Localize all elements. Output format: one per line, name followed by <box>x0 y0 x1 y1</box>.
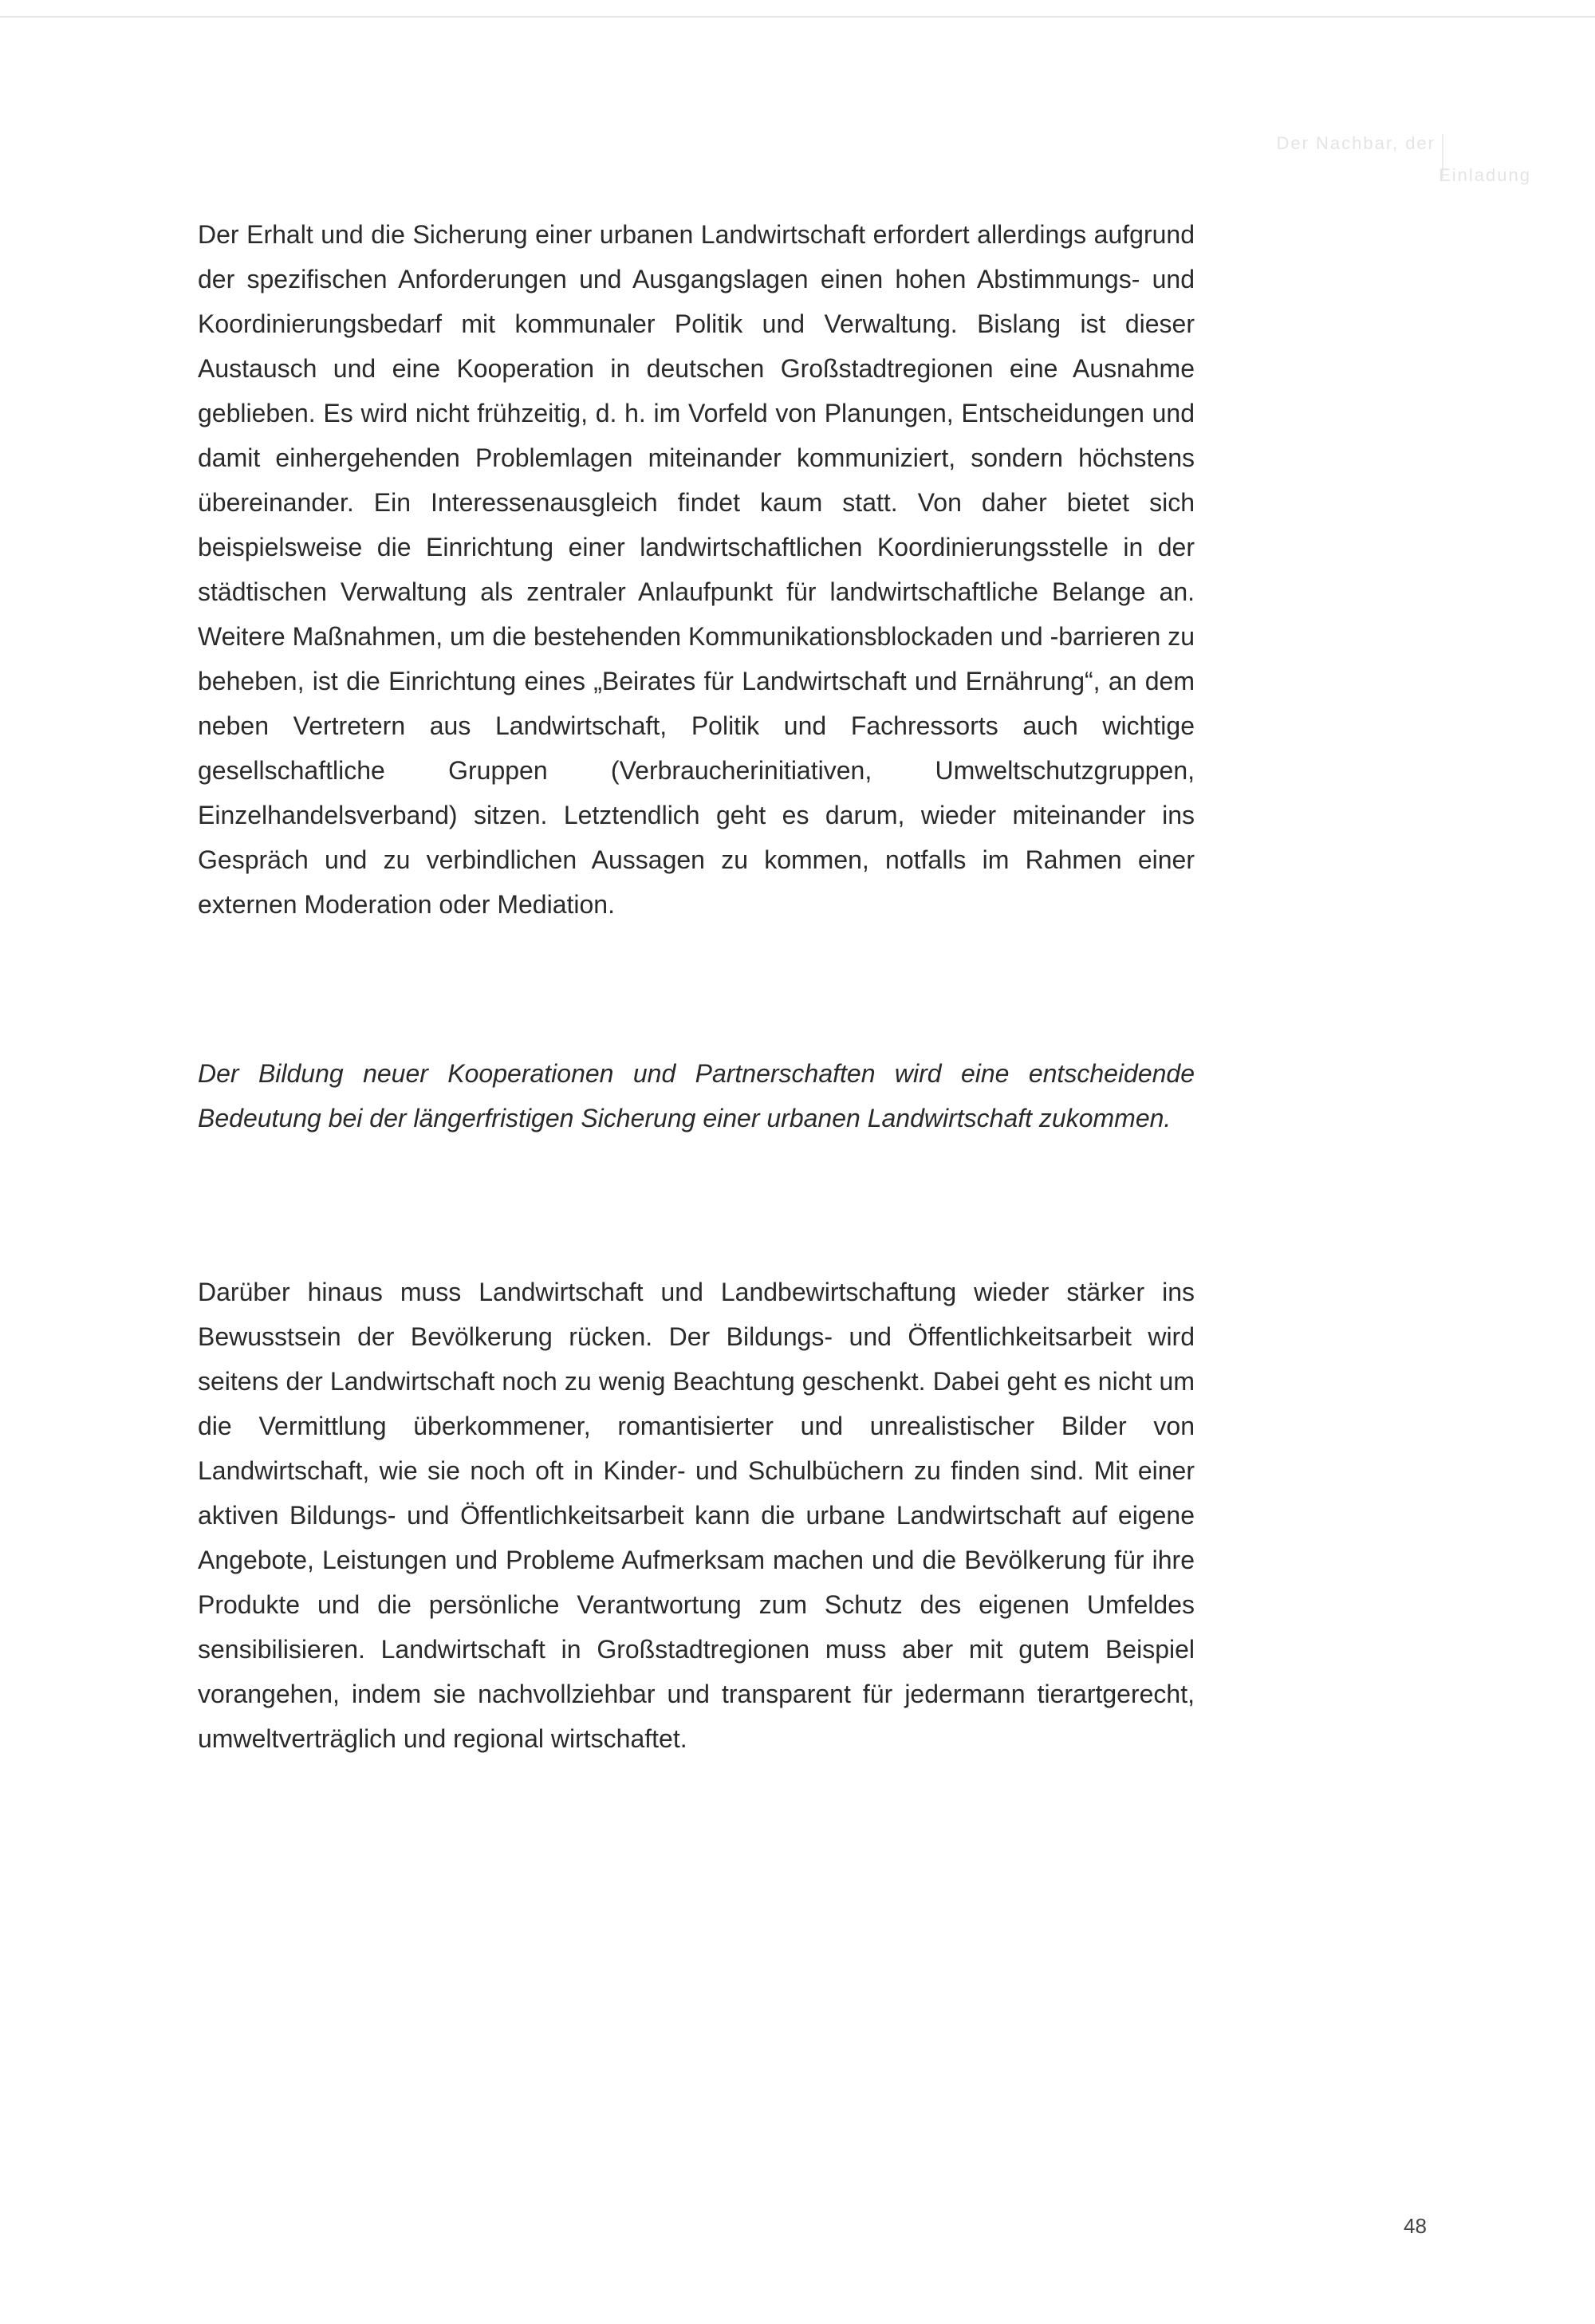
page-number: 48 <box>1404 2214 1427 2238</box>
paragraph-public-education: Darüber hinaus muss Landwirtschaft und Landbewirtschaftung wieder stärker ins Bewusstsein der Bevölkerung rücken. Der Bildungs- und Öffentlichkeitsarbeit wird seitens der Landwirtschaft noch zu wenig Beachtung geschenkt. Dabei geht es nicht um die Vermittlung überkommener, romantisierter und unrealistischer Bilder von Landwirtschaft, wie sie noch oft in Kinder- und Schulbüchern zu finden sind. Mit einer aktiven Bildungs- und Öffentlichkeitsarbeit kann die urbane Landwirtschaft auf eigene Angebote, Leistungen und Probleme Aufmerksam machen und die Bevölkerung für ihre Produkte und die persönliche Verantwortung zum Schutz des eigenen Umfeldes sensibilisieren. Landwirtschaft in Großstadtregionen muss aber mit gutem Beispiel vorangehen, indem sie nachvollziehbar und transparent für jedermann tierartgerecht, umweltverträglich und regional wirtschaftet. <box>198 1278 1195 1753</box>
paragraph-coordination: Der Erhalt und die Sicherung einer urbanen Landwirtschaft erfordert allerdings aufgrund der spezifischen Anforderungen und Ausgangslagen einen hohen Abstimmungs- und Koordinierungsbedarf mit kommunaler Politik und Verwaltung. Bislang ist dieser Austausch und eine Kooperation in deutschen Großstadtregionen eine Ausnahme geblieben. Es wird nicht frühzeitig, d. h. im Vorfeld von Planungen, Entscheidungen und damit einhergehenden Problemlagen miteinander kommuniziert, sondern höchstens übereinander. Ein Interessenausgleich findet kaum statt. Von daher bietet sich beispielsweise die Einrichtung einer landwirtschaftlichen Koordinierungsstelle in der städtischen Verwaltung als zentraler Anlaufpunkt für landwirtschaftliche Belange an. Weitere Maßnahmen, um die bestehenden Kommunikationsblockaden und -barrieren zu beheben, ist die Einrichtung eines „Beirates für Landwirtschaft und Ernährung“, an dem neben Vertretern aus Landwirtschaft, Politik und Fachressorts auch wichtige gesellschaftliche Gruppen (Verbraucherinitiativen, Umweltschutzgruppen, Einzelhandelsverband) sitzen. Letztendlich geht es darum, wieder miteinander ins Gespräch und zu verbindlichen Aussagen zu kommen, notfalls im Rahmen einer externen Moderation oder Mediation. <box>198 220 1195 919</box>
faint-header-line-2: Einladung <box>1439 165 1531 185</box>
paragraph-emphasis-cooperation: Der Bildung neuer Kooperationen und Partnerschaften wird eine entscheidende Bedeutung bei der längerfristigen Sicherung einer urbanen Landwirtschaft zukommen. <box>198 1059 1195 1132</box>
faint-running-header <box>1220 128 1555 191</box>
faint-header-line-1: Der Nachbar, der <box>1276 133 1436 153</box>
top-border-line <box>0 16 1595 18</box>
